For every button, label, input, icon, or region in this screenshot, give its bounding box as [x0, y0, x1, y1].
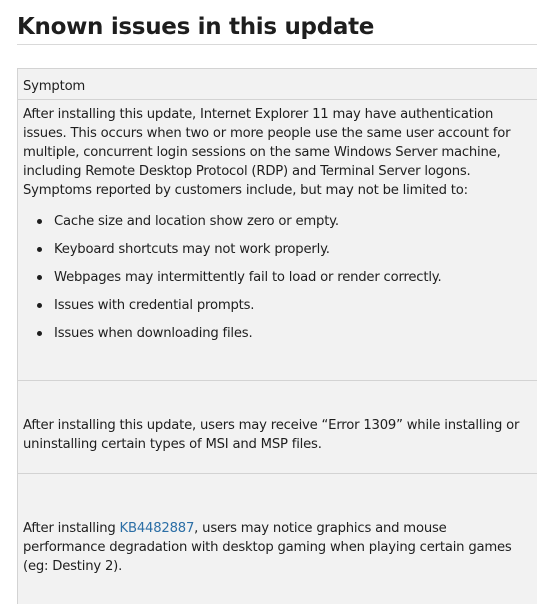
bullet-icon	[37, 303, 42, 308]
kb-article-link[interactable]: KB4482887	[120, 521, 195, 536]
title-divider	[17, 44, 537, 45]
table-cell	[18, 381, 538, 474]
table-header-row	[18, 69, 538, 100]
known-issues-table	[17, 68, 537, 604]
column-header-symptom: Symptom	[18, 69, 538, 100]
table-row	[18, 381, 538, 474]
bullet-icon	[37, 247, 42, 252]
bullet-icon	[37, 331, 42, 336]
list-item-text: Issues with credential prompts.	[54, 298, 254, 313]
symptom-list	[23, 212, 532, 352]
bullet-icon	[37, 275, 42, 280]
list-item	[23, 324, 532, 352]
list-item	[23, 240, 532, 268]
issue-description: After installing this update, users may receive “Error 1309” while installing or uninstalling certain types of MSI and MSP files.	[23, 416, 532, 454]
list-item	[23, 268, 532, 296]
issue-text-before-link: After installing	[23, 521, 120, 536]
list-item-text: Issues when downloading files.	[54, 326, 252, 341]
list-item-text: Webpages may intermittently fail to load or render correctly.	[54, 270, 442, 285]
table-cell	[18, 100, 538, 381]
list-item	[23, 212, 532, 240]
list-item	[23, 296, 532, 324]
table-row	[18, 100, 538, 381]
table-row	[18, 474, 538, 604]
table-cell	[18, 474, 538, 604]
bullet-icon	[37, 219, 42, 224]
issue-description	[23, 519, 532, 576]
issue-text-after-link: , users may notice graphics and mouse performance degradation with desktop gaming when playing certain games (eg: Destiny 2).	[23, 521, 512, 574]
list-item-text: Cache size and location show zero or empty.	[54, 214, 339, 229]
issue-description: After installing this update, Internet Explorer 11 may have authentication issues. This occurs when two or more people use the same user account for multiple, concurrent login sessions on the same Windows Server machine, including Remote Desktop Protocol (RDP) and Terminal Server logons. Symptoms reported by customers include, but may not be limited to:	[23, 105, 532, 200]
list-item-text: Keyboard shortcuts may not work properly.	[54, 242, 330, 257]
page-title: Known issues in this update	[17, 12, 374, 42]
